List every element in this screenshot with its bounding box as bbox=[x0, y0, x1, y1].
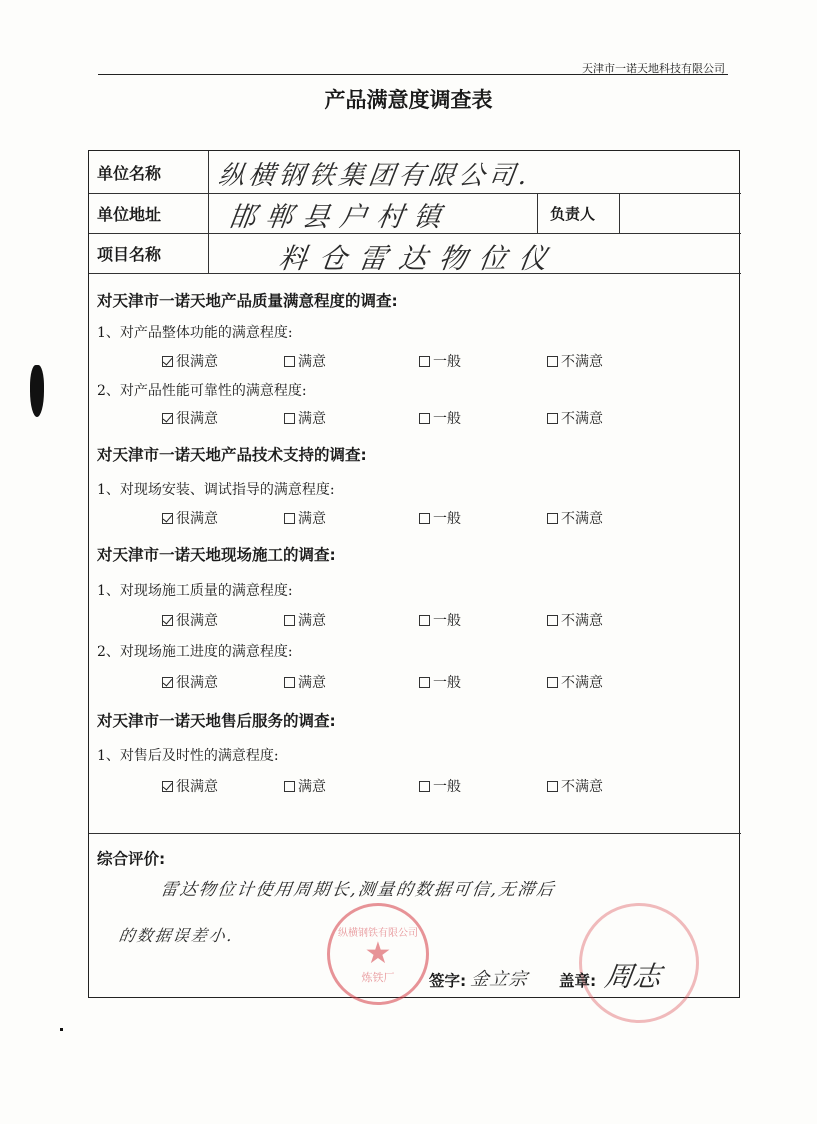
checkbox-icon bbox=[419, 413, 430, 424]
checkbox-icon bbox=[547, 413, 558, 424]
option-dissatisfied[interactable]: 不满意 bbox=[547, 776, 603, 796]
project-label: 项目名称 bbox=[97, 245, 162, 264]
row-divider bbox=[89, 193, 741, 194]
section-title: 对天津市一诺天地产品技术支持的调查: bbox=[97, 446, 367, 464]
signature: 金立宗 bbox=[469, 969, 530, 990]
option-average[interactable]: 一般 bbox=[419, 610, 461, 630]
checkbox-icon bbox=[419, 356, 430, 367]
question-text: 2、对产品性能可靠性的满意程度: bbox=[97, 383, 307, 399]
option-very-satisfied[interactable]: 很满意 bbox=[162, 776, 218, 796]
checked-box-icon bbox=[162, 615, 173, 626]
question-text: 1、对售后及时性的满意程度: bbox=[97, 748, 279, 764]
seal-label: 盖章: bbox=[559, 972, 597, 990]
option-average[interactable]: 一般 bbox=[419, 672, 461, 692]
company-name: 天津市一诺天地科技有限公司 bbox=[582, 62, 725, 75]
unit-address-label: 单位地址 bbox=[97, 205, 162, 224]
col-divider bbox=[619, 193, 620, 233]
checked-box-icon bbox=[162, 513, 173, 524]
section-title: 对天津市一诺天地产品质量满意程度的调查: bbox=[97, 292, 398, 310]
section-title: 对天津市一诺天地售后服务的调查: bbox=[97, 712, 336, 730]
option-average[interactable]: 一般 bbox=[419, 351, 461, 371]
question-text: 1、对产品整体功能的满意程度: bbox=[97, 325, 293, 341]
sign-label: 签字: bbox=[429, 972, 467, 990]
checkbox-icon bbox=[284, 356, 295, 367]
project-value: 料仓雷达物位仪 bbox=[276, 242, 562, 275]
checkbox-icon bbox=[419, 615, 430, 626]
option-average[interactable]: 一般 bbox=[419, 776, 461, 796]
question-text: 1、对现场安装、调试指导的满意程度: bbox=[97, 482, 335, 498]
checkbox-icon bbox=[284, 781, 295, 792]
unit-address-value: 邯郸县户村镇 bbox=[226, 202, 453, 233]
option-satisfied[interactable]: 满意 bbox=[284, 776, 326, 796]
option-average[interactable]: 一般 bbox=[419, 508, 461, 528]
option-satisfied[interactable]: 满意 bbox=[284, 351, 326, 371]
person-label: 负责人 bbox=[550, 205, 596, 223]
checkbox-icon bbox=[284, 513, 295, 524]
header-rule bbox=[98, 74, 728, 75]
option-dissatisfied[interactable]: 不满意 bbox=[547, 351, 603, 371]
option-dissatisfied[interactable]: 不满意 bbox=[547, 672, 603, 692]
scan-mark bbox=[30, 365, 44, 417]
row-divider bbox=[89, 833, 741, 834]
checked-box-icon bbox=[162, 413, 173, 424]
option-satisfied[interactable]: 满意 bbox=[284, 610, 326, 630]
option-very-satisfied[interactable]: 很满意 bbox=[162, 672, 218, 692]
section-title: 对天津市一诺天地现场施工的调查: bbox=[97, 546, 336, 564]
checked-box-icon bbox=[162, 356, 173, 367]
checkbox-icon bbox=[547, 615, 558, 626]
checkbox-icon bbox=[547, 781, 558, 792]
option-very-satisfied[interactable]: 很满意 bbox=[162, 610, 218, 630]
evaluation-line-1: 雷达物位计使用周期长,测量的数据可信,无滞后 bbox=[159, 880, 557, 900]
col-divider bbox=[537, 193, 538, 233]
option-very-satisfied[interactable]: 很满意 bbox=[162, 508, 218, 528]
option-very-satisfied[interactable]: 很满意 bbox=[162, 351, 218, 371]
checkbox-icon bbox=[284, 615, 295, 626]
option-dissatisfied[interactable]: 不满意 bbox=[547, 610, 603, 630]
evaluation-label: 综合评价: bbox=[97, 850, 166, 868]
checkbox-icon bbox=[547, 356, 558, 367]
seal-signature: 周志 bbox=[602, 960, 664, 993]
checked-box-icon bbox=[162, 781, 173, 792]
option-satisfied[interactable]: 满意 bbox=[284, 508, 326, 528]
checkbox-icon bbox=[419, 677, 430, 688]
company-seal: 纵横钢铁有限公司 ★ 炼铁厂 bbox=[327, 903, 429, 1005]
checkbox-icon bbox=[284, 413, 295, 424]
checkbox-icon bbox=[419, 513, 430, 524]
option-dissatisfied[interactable]: 不满意 bbox=[547, 408, 603, 428]
unit-name-value: 纵横钢铁集团有限公司. bbox=[216, 161, 534, 191]
evaluation-line-2: 的数据误差小. bbox=[117, 926, 236, 945]
checkbox-icon bbox=[284, 677, 295, 688]
checkbox-icon bbox=[547, 513, 558, 524]
option-satisfied[interactable]: 满意 bbox=[284, 672, 326, 692]
unit-name-label: 单位名称 bbox=[97, 164, 162, 183]
survey-form bbox=[88, 150, 740, 998]
option-average[interactable]: 一般 bbox=[419, 408, 461, 428]
page-title: 产品满意度调查表 bbox=[324, 88, 493, 112]
checkbox-icon bbox=[419, 781, 430, 792]
checked-box-icon bbox=[162, 677, 173, 688]
question-text: 2、对现场施工进度的满意程度: bbox=[97, 644, 293, 660]
option-very-satisfied[interactable]: 很满意 bbox=[162, 408, 218, 428]
option-satisfied[interactable]: 满意 bbox=[284, 408, 326, 428]
question-text: 1、对现场施工质量的满意程度: bbox=[97, 583, 293, 599]
col-divider bbox=[208, 151, 209, 273]
option-dissatisfied[interactable]: 不满意 bbox=[547, 508, 603, 528]
checkbox-icon bbox=[547, 677, 558, 688]
scan-dot bbox=[60, 1028, 63, 1031]
